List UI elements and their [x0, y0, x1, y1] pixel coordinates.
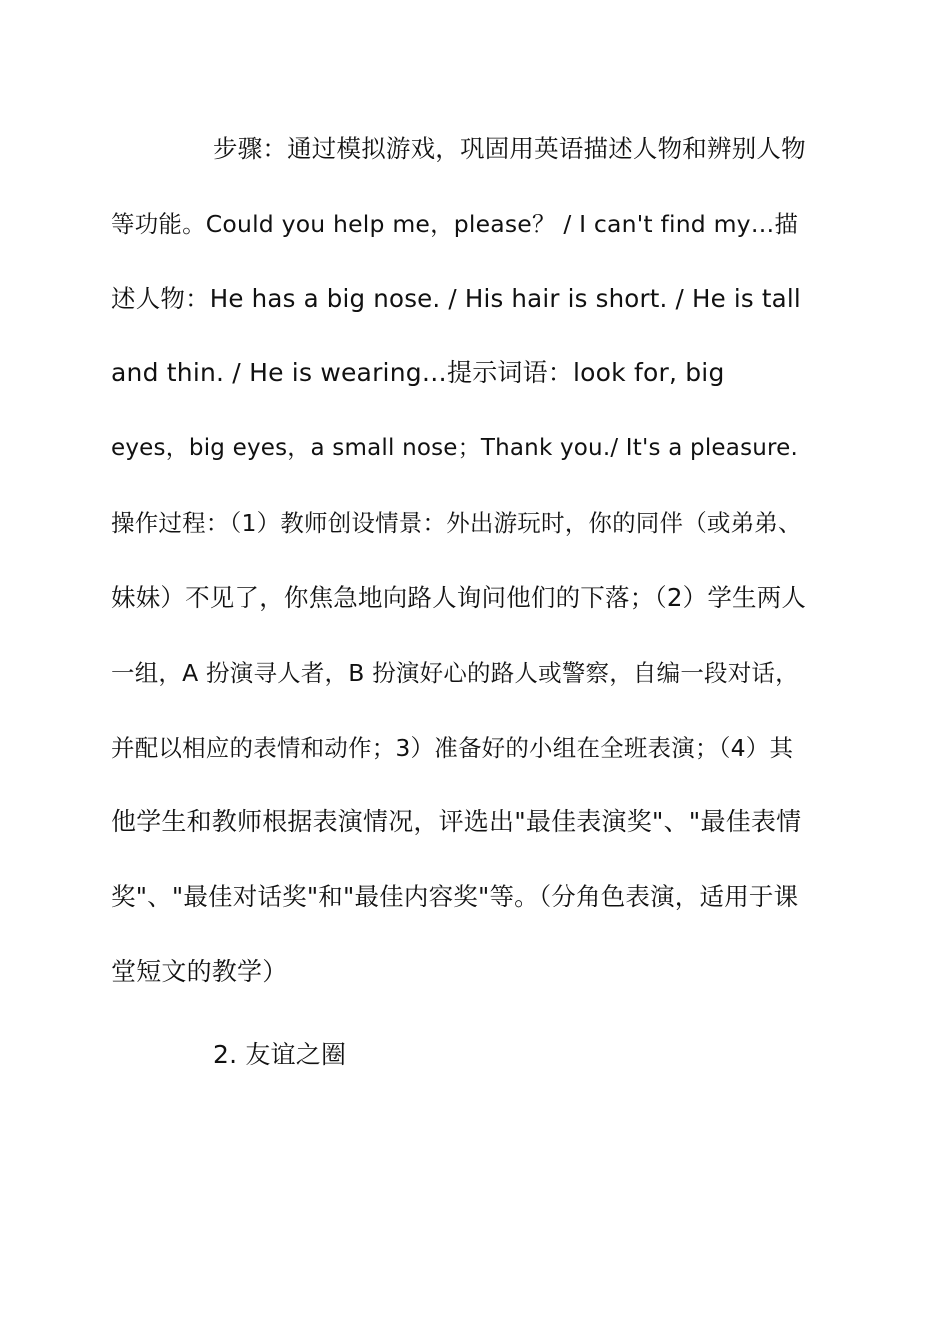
paragraph-line-1: 步骤：通过模拟游戏，巩固用英语描述人物和辨别人物: [213, 134, 806, 163]
paragraph-line-7: 妹妹）不见了，你焦急地向路人询问他们的下落；（2）学生两人: [111, 583, 807, 612]
paragraph-line-3: 述人物：He has a big nose. / His hair is short. / He is tall: [111, 284, 801, 313]
paragraph-line-11: 奖"、"最佳对话奖"和"最佳内容奖"等。（分角色表演，适用于课: [111, 882, 799, 911]
paragraph-line-4: and thin. / He is wearing…提示词语：look for, big: [111, 358, 725, 387]
paragraph-line-9: 并配以相应的表情和动作；3）准备好的小组在全班表演；（4）其: [111, 734, 794, 762]
paragraph-line-10: 他学生和教师根据表演情况，评选出"最佳表演奖"、"最佳表情: [111, 807, 802, 836]
paragraph-line-5: eyes，big eyes，a small nose；Thank you./ It's a pleasure.: [111, 435, 799, 461]
paragraph-line-6: 操作过程：（1）教师创设情景：外出游玩时，你的同伴（或弟弟、: [111, 509, 802, 537]
section-heading: 2. 友谊之圈: [213, 1040, 347, 1069]
paragraph-line-2: 等功能。Could you help me，please？ / I can't find my…描: [111, 210, 799, 238]
paragraph-line-8: 一组，A 扮演寻人者，B 扮演好心的路人或警察，自编一段对话，: [111, 659, 799, 687]
paragraph-line-12: 堂短文的教学）: [111, 957, 288, 986]
